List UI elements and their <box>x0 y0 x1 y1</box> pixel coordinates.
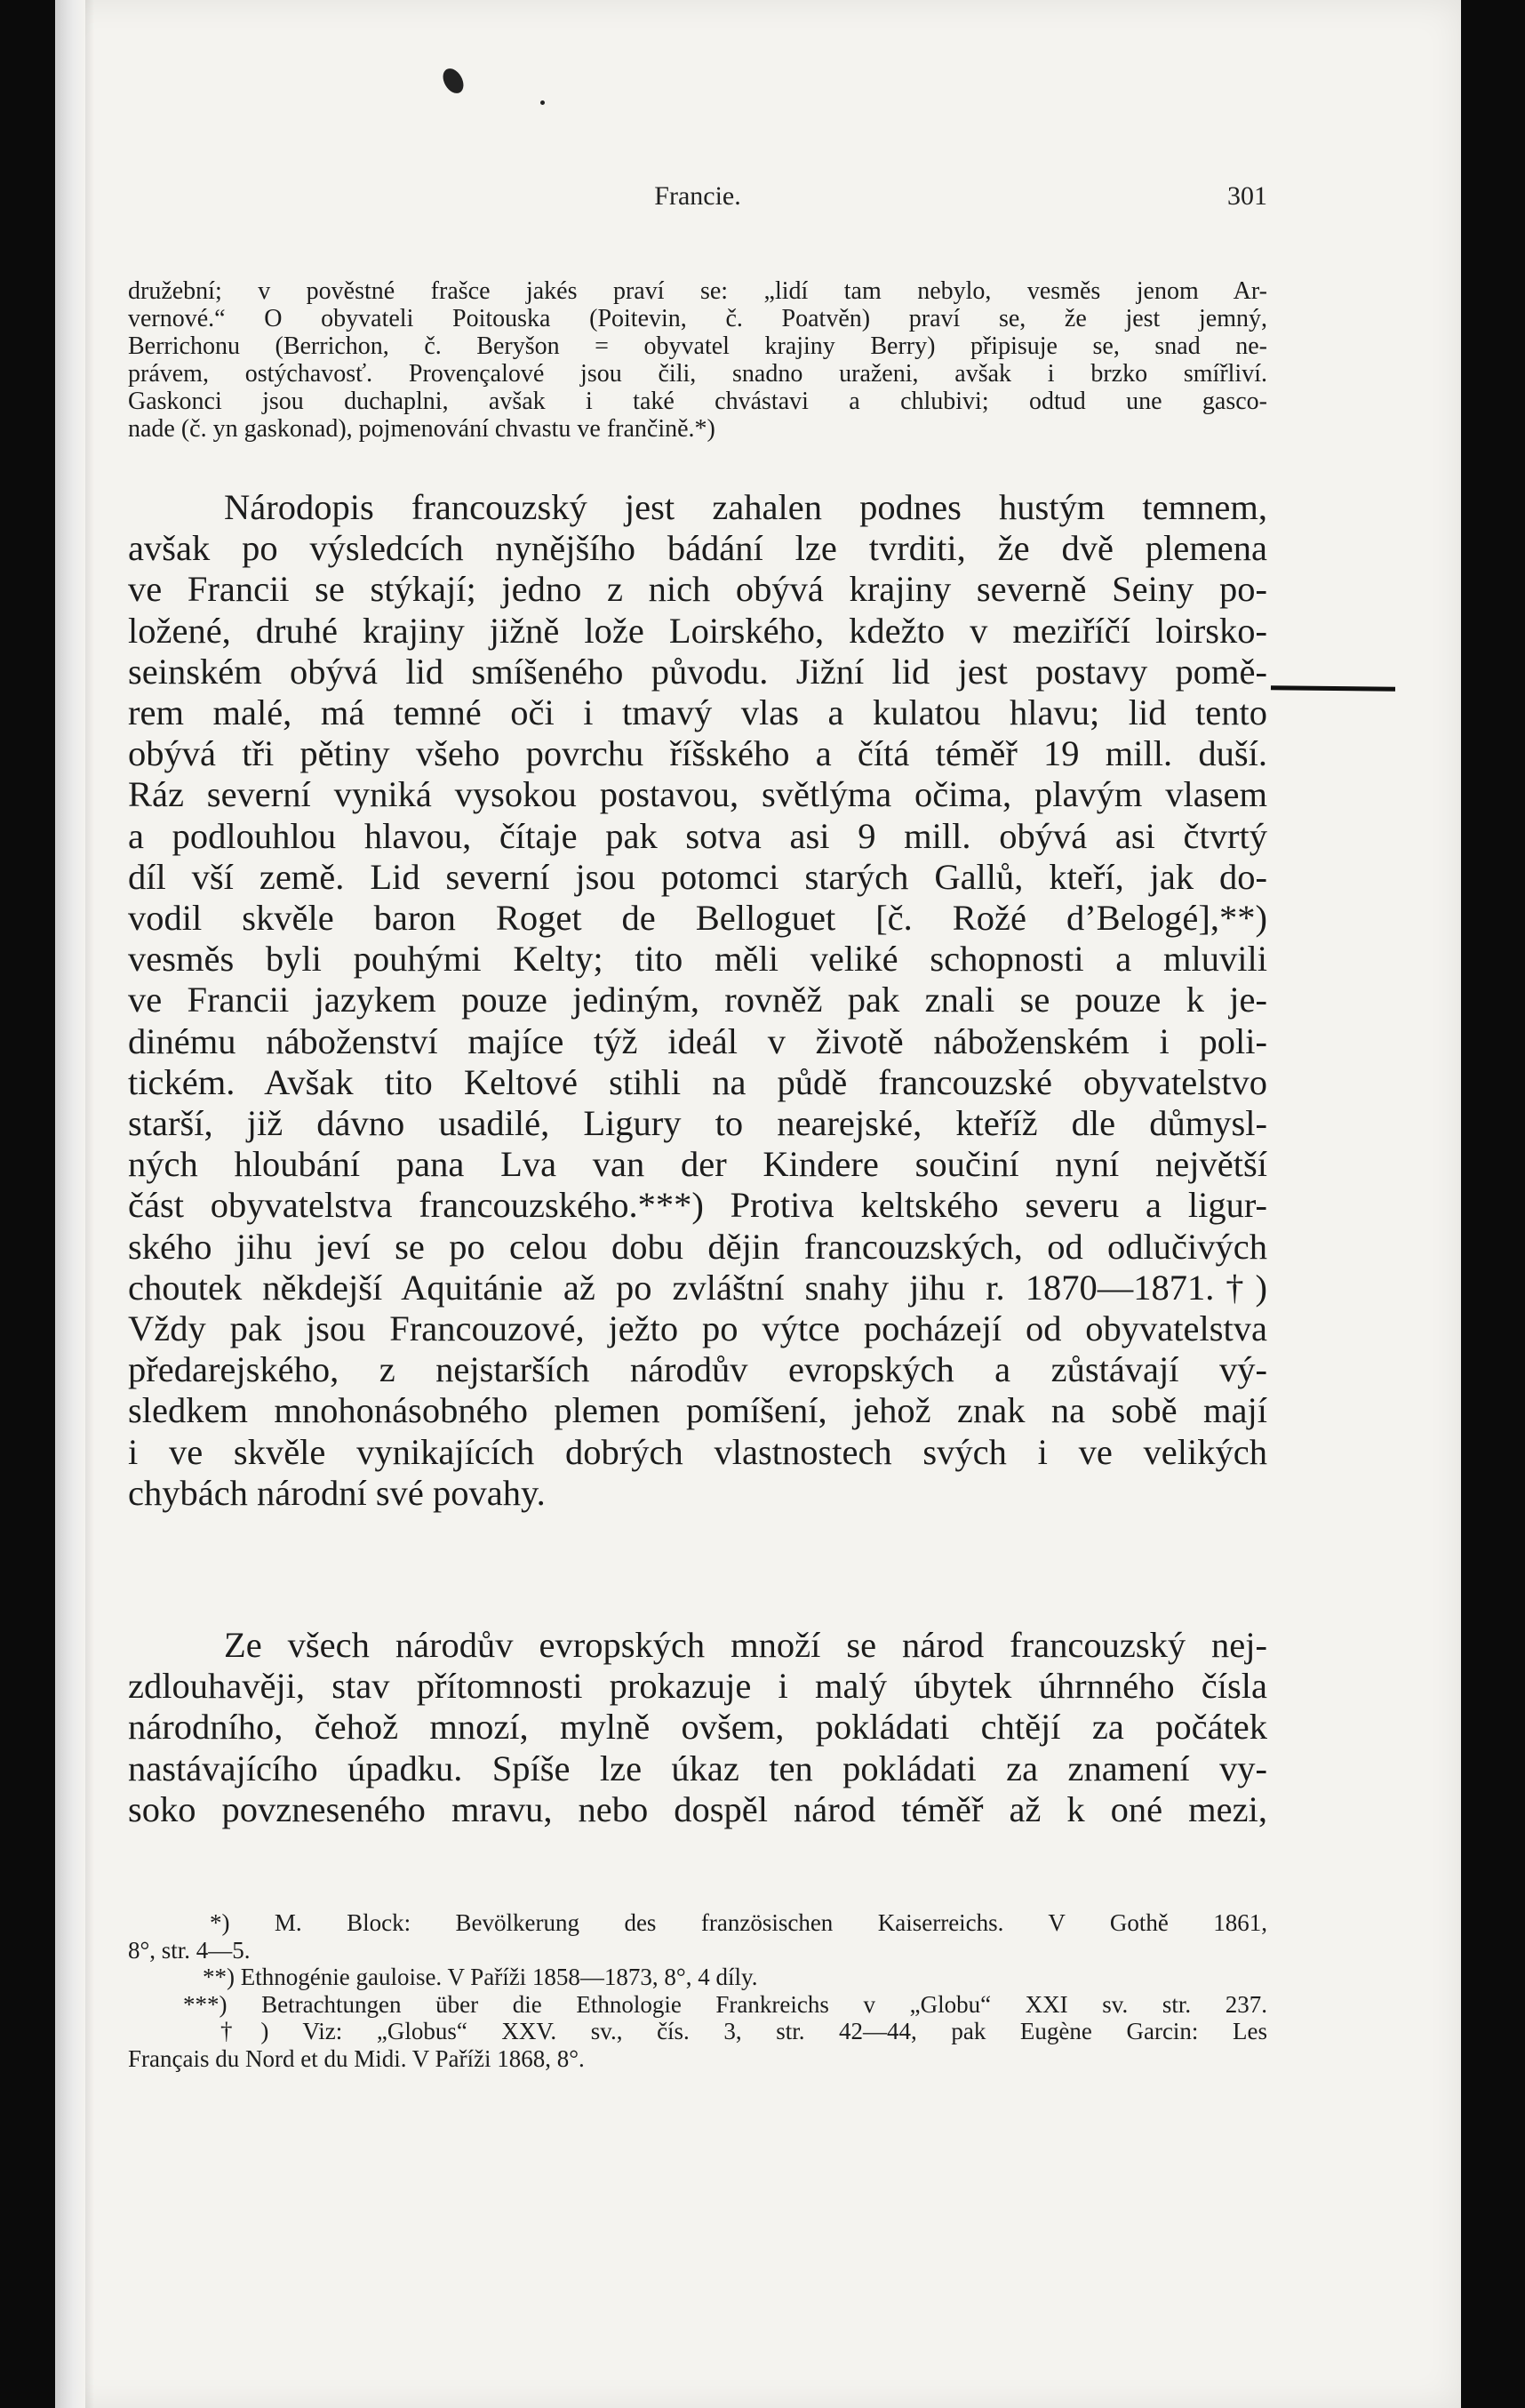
text-line: nade (č. yn gaskonad), pojmenování chvastu ve frančině.*) <box>128 415 715 443</box>
text-line: seinském obývá lid smíšeného původu. Jižní lid jest postavy pomě- <box>128 651 1267 692</box>
text-line: díl vší země. Lid severní jsou potomci starých Gallů, kteří, jak do- <box>128 856 1267 897</box>
footnote-line: **) Ethnogénie gauloise. V Paříži 1858—1873, 8°, 4 díly. <box>203 1964 758 1990</box>
footnote-line: †) Viz: „Globus“ XXV. sv., čís. 3, str. 42—44, pak Eugène Garcin: Les <box>220 2018 1267 2044</box>
text-line: družební; v pověstné frašce jakés praví se: „lidí tam nebylo, vesměs jenom Ar- <box>128 277 1267 305</box>
text-line: obývá tři pětiny všeho povrchu říšského a čítá téměř 19 mill. duší. <box>128 733 1267 774</box>
text-line: soko povzneseného mravu, nebo dospěl národ téměř až k oné mezi, <box>128 1788 1267 1829</box>
intro-paragraph <box>128 277 1267 443</box>
text-line: sledkem mnohonásobného plemen pomíšení, jehož znak na sobě mají <box>128 1390 1267 1431</box>
text-line: chybách národní své povahy. <box>128 1472 546 1513</box>
page-number: 301 <box>1227 181 1267 211</box>
text-line: vodil skvěle baron Roget de Belloguet [č. Rožé d’Belogé],**) <box>128 898 1267 939</box>
text-line: část obyvatelstva francouzského.***) Protiva keltského severu a ligur- <box>128 1185 1267 1226</box>
running-header <box>128 181 1267 217</box>
text-line: národního, čehož mnozí, mylně ovšem, pokládati chtějí za počátek <box>128 1707 1267 1748</box>
text-line: předarejského, z nejstarších národův evropských a zůstávají vý- <box>128 1349 1267 1390</box>
text-line: vernové.“ O obyvateli Poitouska (Poitevin, č. Poatvěn) praví se, že jest jemný, <box>128 305 1267 332</box>
text-line: Gaskonci jsou duchaplni, avšak i také chvástavi a chlubivi; odtud une gasco- <box>128 388 1267 415</box>
footnote-line: 8°, str. 4—5. <box>128 1936 251 1964</box>
text-line: zdlouhavěji, stav přítomnosti prokazuje i malý úbytek úhrnného čísla <box>128 1666 1267 1707</box>
page-fold <box>55 0 85 2408</box>
footnote-line: ***) Betrachtungen über die Ethnologie Frankreichs v „Globu“ XXI sv. str. 237. <box>183 1990 1267 2018</box>
text-line: rem malé, má temné oči i tmavý vlas a kulatou hlavu; lid tento <box>128 692 1267 733</box>
text-line: starší, již dávno usadilé, Ligury to nearejské, kteříž dle důmysl- <box>128 1103 1267 1144</box>
main-paragraph-2 <box>128 1625 1267 1830</box>
text-line: ve Francii jazykem pouze jediným, rovněž pak znali se pouze k je- <box>128 980 1267 1020</box>
footnote-line: *) M. Block: Bevölkerung des französischen Kaiserreichs. V Gothě 1861, <box>210 1909 1267 1936</box>
text-line: nastávajícího úpadku. Spíše lze úkaz ten pokládati za znamení vy- <box>128 1748 1267 1788</box>
text-line: Ze všech národův evropských množí se národ francouzský nej- <box>224 1625 1267 1665</box>
text-line: ložené, druhé krajiny jižně lože Loirského, kdežto v meziříčí loirsko- <box>128 610 1267 651</box>
text-line: vesměs byli pouhými Kelty; tito měli veliké schopnosti a mluvili <box>128 939 1267 980</box>
text-line: ve Francii se stýkají; jedno z nich obývá krajiny severně Seiny po- <box>128 569 1267 610</box>
text-line: tickém. Avšak tito Keltové stihli na půdě francouzské obyvatelstvo <box>128 1061 1267 1102</box>
text-line: Vždy pak jsou Francouzové, ježto po výtce pocházejí od obyvatelstva <box>128 1308 1267 1349</box>
text-line: Národopis francouzský jest zahalen podnes hustým temnem, <box>224 487 1267 527</box>
text-line: avšak po výsledcích nynějšího bádání lze tvrditi, že dvě plemena <box>128 528 1267 569</box>
footnote-line: Français du Nord et du Midi. V Paříži 1868, 8°. <box>128 2044 585 2072</box>
main-paragraph-1 <box>128 487 1267 1514</box>
text-line: právem, ostýchavosť. Provençalové jsou čili, snadno uraženi, avšak i brzko smířliví. <box>128 360 1267 388</box>
text-line: i ve skvěle vynikajících dobrých vlastnostech svých i ve velikých <box>128 1431 1267 1472</box>
text-line: a podlouhlou hlavou, čítaje pak sotva asi 9 mill. obývá asi čtvrtý <box>128 815 1267 856</box>
footnotes <box>128 1909 1267 2072</box>
text-line: Ráz severní vyniká vysokou postavou, světlýma očima, plavým vlasem <box>128 774 1267 815</box>
gutter-shadow <box>85 0 94 2408</box>
ink-speck <box>540 100 545 105</box>
text-line: ných hloubání pana Lva van der Kindere součiní nyní největší <box>128 1144 1267 1185</box>
text-line: dinému náboženství majíce týž ideál v životě náboženském i poli- <box>128 1020 1267 1061</box>
text-line: choutek někdejší Aquitánie až po zvláštní snahy jihu r. 1870—1871.†) <box>128 1267 1267 1308</box>
text-line: Berrichonu (Berrichon, č. Beryšon = obyvatel krajiny Berry) připisuje se, snad ne- <box>128 332 1267 360</box>
text-line: ského jihu jeví se po celou dobu dějin francouzských, od odlučivých <box>128 1226 1267 1267</box>
page-title: Francie. <box>654 181 741 211</box>
